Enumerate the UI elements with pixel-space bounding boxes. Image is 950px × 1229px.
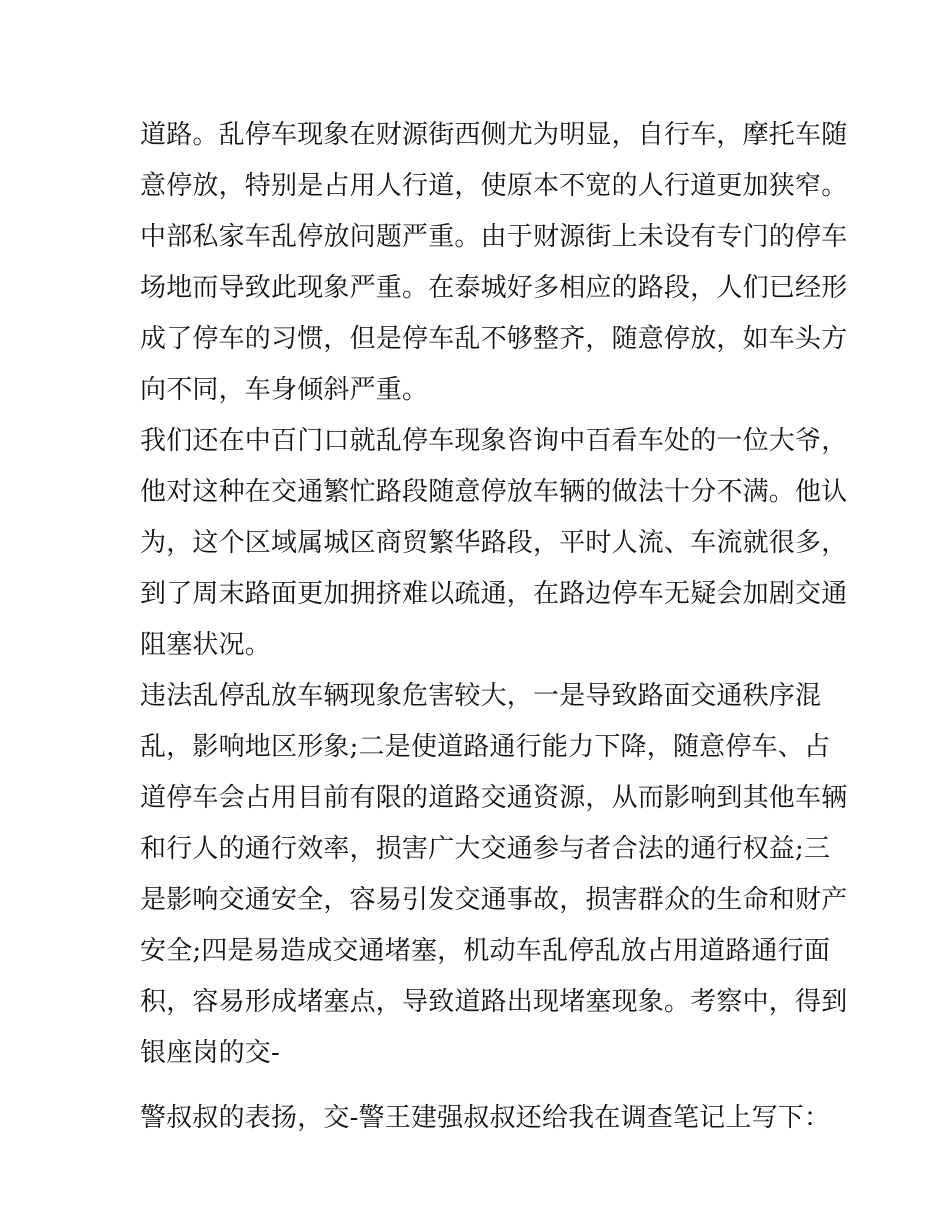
text-line: 道停车会占用目前有限的道路交通资源，从而影响到其他车辆 <box>140 783 848 813</box>
text-line: 乱，影响地区形象;二是使道路通行能力下降，随意停车、占 <box>140 732 831 762</box>
text-line: 阻塞状况。 <box>140 630 272 660</box>
paragraph-interview <box>140 416 848 671</box>
body-text <box>140 110 848 1144</box>
text-line: 意停放，特别是占用人行道，使原本不宽的人行道更加狭窄。 <box>140 171 848 201</box>
text-line: 道路。乱停车现象在财源街西侧尤为明显，自行车，摩托车随 <box>140 120 848 150</box>
text-line: 他对这种在交通繁忙路段随意停放车辆的做法十分不满。他认 <box>140 477 848 507</box>
text-line: 我们还在中百门口就乱停车现象咨询中百看车处的一位大爷， <box>140 426 848 456</box>
text-line: 成了停车的习惯，但是停车乱不够整齐，随意停放，如车头方 <box>140 324 848 354</box>
text-line: 向不同，车身倾斜严重。 <box>140 375 429 405</box>
text-line: 到了周末路面更加拥挤难以疏通，在路边停车无疑会加剧交通 <box>140 579 848 609</box>
text-line: 银座岗的交- <box>140 1038 280 1068</box>
paragraph-spacer <box>140 1079 820 1093</box>
text-line: 是影响交通安全，容易引发交通事故，损害群众的生命和财产 <box>140 885 848 915</box>
text-line: 警叔叔的表扬，交-警王建强叔叔还给我在调查笔记上写下： <box>140 1103 831 1133</box>
text-line: 积，容易形成堵塞点，导致道路出现堵塞现象。考察中，得到 <box>140 987 848 1017</box>
text-line: 为，这个区域属城区商贸繁华路段，平时人流、车流就很多， <box>140 528 848 558</box>
text-line: 和行人的通行效率，损害广大交通参与者合法的通行权益;三 <box>140 834 831 864</box>
text-line: 场地而导致此现象严重。在泰城好多相应的路段，人们已经形 <box>140 273 848 303</box>
paragraph-parking-observation <box>140 110 848 416</box>
paragraph-hazards <box>140 671 848 1079</box>
paragraph-praise <box>140 1093 831 1144</box>
text-line: 违法乱停乱放车辆现象危害较大，一是导致路面交通秩序混 <box>140 681 822 711</box>
text-line: 中部私家车乱停放问题严重。由于财源街上未设有专门的停车 <box>140 222 848 252</box>
text-line: 安全;四是易造成交通堵塞，机动车乱停乱放占用道路通行面 <box>140 936 831 966</box>
